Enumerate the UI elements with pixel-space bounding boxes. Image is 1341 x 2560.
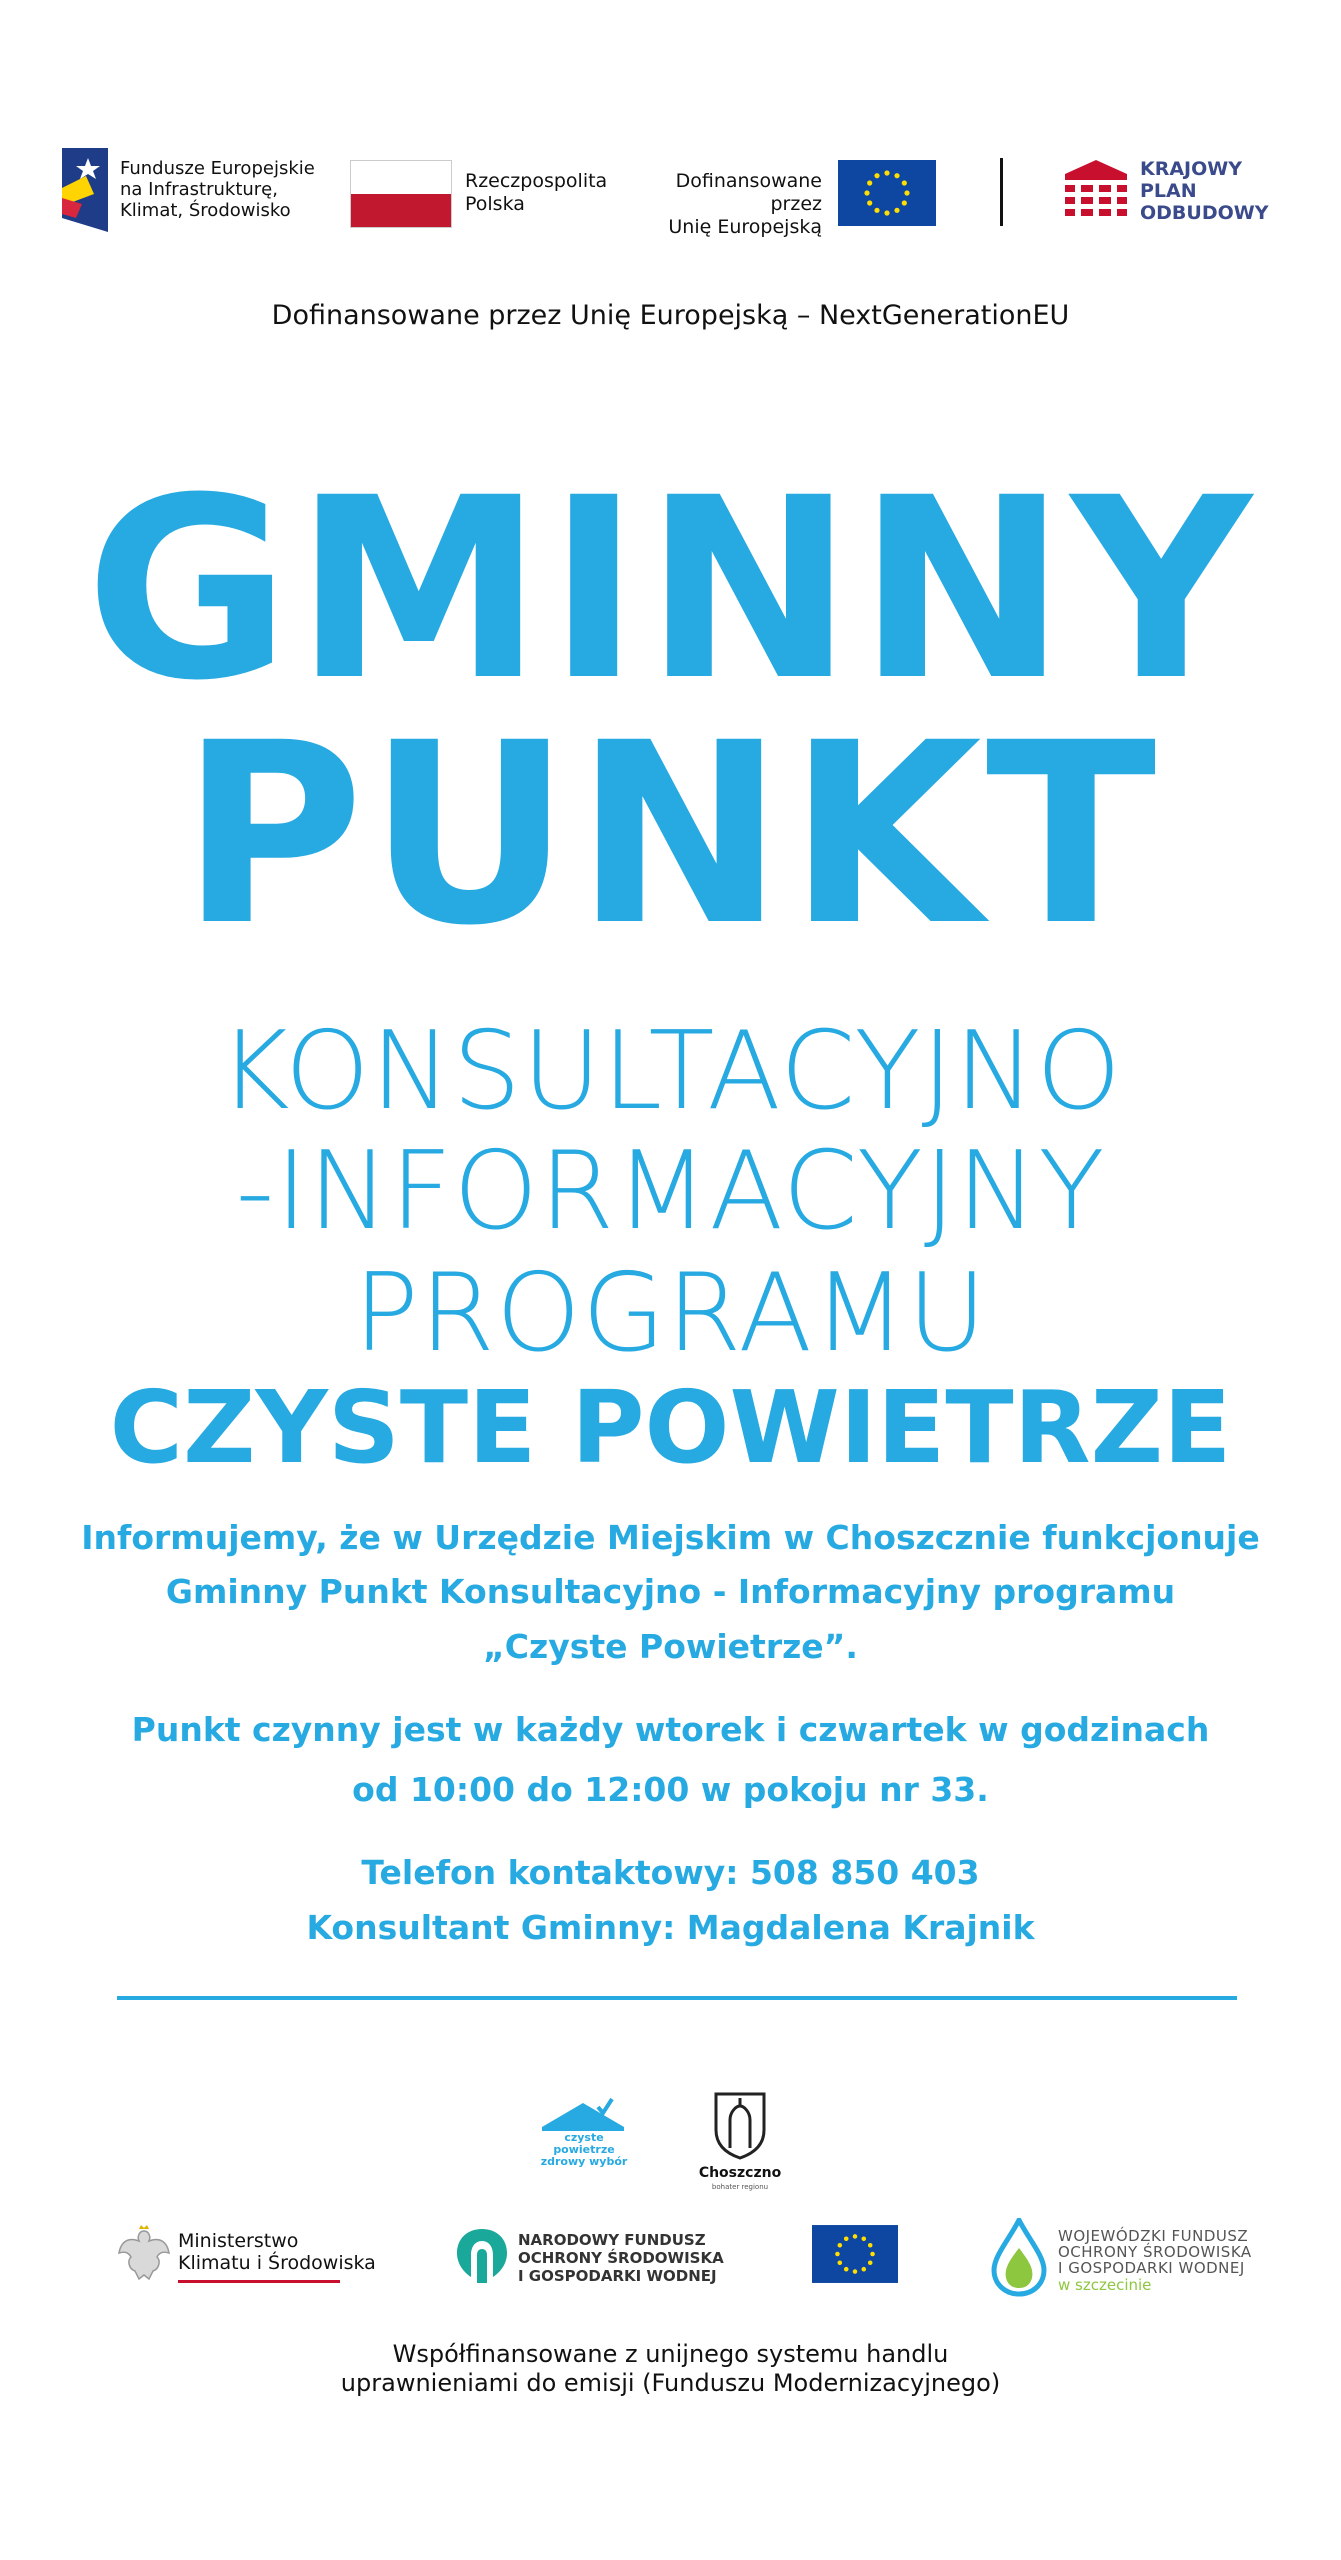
- cofund-line2: uprawnieniami do emisji (Funduszu Modernizacyjnego): [340, 2369, 1001, 2397]
- eu-star-icon: [884, 210, 889, 215]
- eu-line2: Unię Europejską: [668, 216, 822, 238]
- wfosigw-label: [1058, 2228, 1252, 2276]
- ministerstwo-label: [178, 2230, 376, 2274]
- eu-flag-icon: [838, 160, 936, 226]
- cofund-line1: Współfinansowane z unijnego systemu handlu: [392, 2340, 949, 2368]
- nf-line2: OCHRONY ŚRODOWISKA: [518, 2249, 724, 2267]
- subtitle-line2: -INFORMACYJNY: [235, 1129, 1106, 1254]
- eu-star-icon: [904, 190, 909, 195]
- info-line2: Gminny Punkt Konsultacyjno - Informacyjny programu: [165, 1572, 1176, 1611]
- eu-star-icon: [870, 2252, 875, 2257]
- kpo-line1: KRAJOWY: [1140, 158, 1242, 180]
- eu-star-icon: [874, 208, 879, 213]
- eu-star-icon: [884, 170, 889, 175]
- fe-line3: Klimat, Środowisko: [120, 200, 291, 221]
- info-line3: „Czyste Powietrze”.: [483, 1627, 858, 1666]
- wfosigw-drop-icon: [990, 2218, 1048, 2298]
- cofunding-note: [0, 2340, 1341, 2398]
- rzeczpospolita-label: [465, 170, 607, 216]
- eu-star-icon: [864, 190, 869, 195]
- kpo-line2: PLAN: [1140, 180, 1197, 202]
- wfosigw-city: w szczecinie: [1058, 2276, 1152, 2294]
- eu-star-icon: [874, 173, 879, 178]
- consultant-line: Konsultant Gminny: Magdalena Krajnik: [306, 1908, 1035, 1947]
- fundusze-europejskie-logo: [60, 148, 112, 233]
- eu-cofunded-label: [622, 170, 822, 239]
- eu-star-icon: [861, 2237, 866, 2242]
- fundusze-europejskie-label: [120, 158, 315, 221]
- polish-eagle-icon: [117, 2225, 171, 2283]
- choszczno-label: Choszczno: [698, 2165, 782, 2181]
- fe-line1: Fundusze Europejskie: [120, 158, 315, 179]
- kpo-line3: ODBUDOWY: [1140, 202, 1269, 224]
- eu-star-icon: [894, 208, 899, 213]
- ministerstwo-underline: [178, 2280, 340, 2283]
- eu-star-icon: [868, 2243, 873, 2248]
- kpo-label: [1140, 158, 1268, 224]
- eu-star-icon: [894, 173, 899, 178]
- eu-star-icon: [868, 2260, 873, 2265]
- divider-rule: [117, 1996, 1237, 2000]
- eu-star-icon: [835, 2252, 840, 2257]
- czyste-powietrze-label: [538, 2132, 630, 2168]
- kpo-logo-icon: [1065, 160, 1127, 224]
- phone-line: Telefon kontaktowy: 508 850 403: [361, 1853, 980, 1892]
- mk-line2: Klimatu i Środowiska: [178, 2252, 376, 2274]
- nf-line1: NARODOWY FUNDUSZ: [518, 2231, 706, 2249]
- nf-line3: I GOSPODARKI WODNEJ: [518, 2267, 717, 2285]
- title-line2: PUNKT: [180, 689, 1161, 980]
- nextgenerationeu-note: Dofinansowane przez Unię Europejską – NextGenerationEU: [271, 300, 1070, 331]
- eu-star-icon: [902, 200, 907, 205]
- mk-line1: Ministerstwo: [178, 2230, 299, 2252]
- eu-star-icon: [838, 2243, 843, 2248]
- nfosigw-label: [518, 2231, 724, 2285]
- logo-divider: [1000, 158, 1003, 226]
- wf-line2: OCHRONY ŚRODOWISKA: [1058, 2243, 1252, 2261]
- eu-star-icon: [902, 180, 907, 185]
- eu-line1: Dofinansowane przez: [675, 170, 822, 215]
- subtitle-line3: PROGRAMU: [353, 1251, 988, 1376]
- eu-star-icon: [838, 2260, 843, 2265]
- title-line1: GMINNY: [85, 444, 1256, 735]
- cp-line2: zdrowy wybór: [540, 2155, 628, 2168]
- eu-star-icon: [867, 180, 872, 185]
- nfosigw-logo-icon: [453, 2225, 511, 2287]
- choszczno-crest-icon: [712, 2090, 768, 2160]
- eu-star-icon: [853, 2234, 858, 2239]
- eu-star-icon: [844, 2237, 849, 2242]
- choszczno-tagline: bohater regionu: [711, 2183, 769, 2191]
- eu-star-icon: [853, 2269, 858, 2274]
- info-line1: Informujemy, że w Urzędzie Miejskim w Choszcznie funkcjonuje: [81, 1518, 1260, 1557]
- eu-star-icon: [844, 2267, 849, 2272]
- wf-line3: I GOSPODARKI WODNEJ: [1058, 2259, 1245, 2277]
- hours-line1: Punkt czynny jest w każdy wtorek i czwartek w godzinach: [131, 1710, 1210, 1749]
- program-name: CZYSTE POWIETRZE: [109, 1369, 1232, 1486]
- subtitle-line1: KONSULTACYJNO: [218, 1009, 1123, 1134]
- hours-line2: od 10:00 do 12:00 w pokoju nr 33.: [352, 1770, 989, 1809]
- rp-line1: Rzeczpospolita: [465, 170, 608, 192]
- cp-line1: czyste powietrze: [553, 2131, 615, 2156]
- eu-star-icon: [867, 200, 872, 205]
- fe-line2: na Infrastrukturę,: [120, 179, 278, 200]
- wf-line1: WOJEWÓDZKI FUNDUSZ: [1058, 2227, 1249, 2245]
- polish-flag: [350, 160, 452, 228]
- eu-star-icon: [861, 2267, 866, 2272]
- eu-flag-icon-bottom: [812, 2225, 898, 2283]
- rp-line2: Polska: [465, 193, 525, 215]
